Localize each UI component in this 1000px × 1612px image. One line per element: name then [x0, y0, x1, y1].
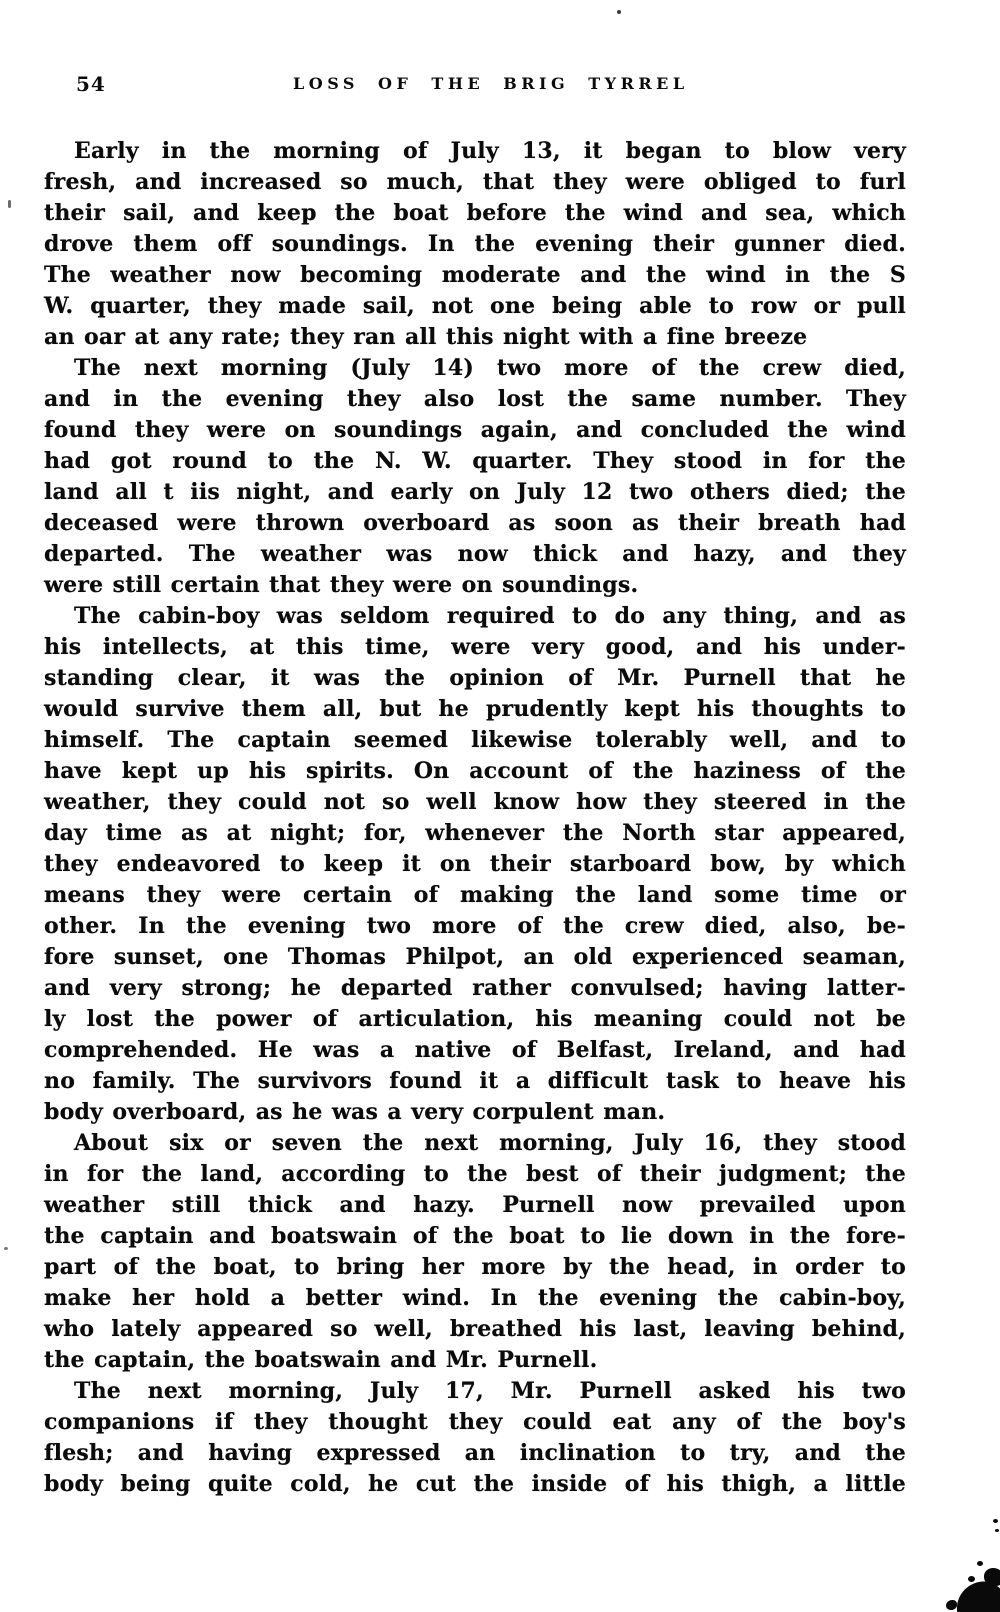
text-line: no family. The survivors found it a difficult task to heave his [44, 1068, 906, 1094]
text-line: drove them off soundings. In the evening their gunner died. [44, 231, 906, 257]
text-line: himself. The captain seemed likewise tolerably well, and to [44, 727, 906, 753]
text-line: day time as at night; for, whenever the North star appeared, [44, 820, 906, 846]
text-line: standing clear, it was the opinion of Mr. Purnell that he [44, 665, 906, 691]
text-line: body overboard, as he was a very corpulent man. [44, 1099, 666, 1125]
text-line: were still certain that they were on soundings. [44, 572, 639, 598]
text-line: departed. The weather was now thick and hazy, and they [44, 541, 906, 567]
text-line: other. In the evening two more of the crew died, also, be- [44, 913, 906, 939]
text-line: part of the boat, to bring her more by the head, in order to [44, 1254, 906, 1280]
text-line: in for the land, according to the best of their judgment; the [44, 1161, 906, 1187]
ink-speck [995, 1529, 999, 1532]
text-line: have kept up his spirits. On account of the haziness of the [44, 758, 906, 784]
page-number: 54 [76, 72, 106, 96]
text-line: fresh, and increased so much, that they were obliged to furl [44, 169, 906, 195]
text-column [44, 136, 906, 1500]
text-line: his intellects, at this time, were very good, and his under- [44, 634, 906, 660]
text-line: ly lost the power of articulation, his meaning could not be [44, 1006, 906, 1032]
running-title: LOSS OF THE BRIG TYRREL [293, 74, 689, 93]
ink-blot [984, 1568, 1000, 1586]
ink-speck [993, 1519, 998, 1523]
text-line: The cabin-boy was seldom required to do any thing, and as [74, 603, 906, 629]
text-line: deceased were thrown overboard as soon as their breath had [44, 510, 906, 536]
ink-splatter [977, 1561, 983, 1566]
text-line: the captain, the boatswain and Mr. Purnell. [44, 1347, 598, 1373]
text-line: The weather now becoming moderate and the wind in the S [44, 262, 906, 288]
text-line: their sail, and keep the boat before the wind and sea, which [44, 200, 906, 226]
text-line: land all t iis night, and early on July 12 two others died; the [44, 479, 906, 505]
ink-speck [617, 10, 621, 14]
text-line: About six or seven the next morning, July 16, they stood [74, 1130, 906, 1156]
ink-splatter [946, 1600, 957, 1610]
text-line: W. quarter, they made sail, not one being able to row or pull [44, 293, 906, 319]
text-line: and very strong; he departed rather convulsed; having latter- [44, 975, 906, 1001]
text-line: weather, they could not so well know how they steered in the [44, 789, 906, 815]
text-line: who lately appeared so well, breathed his last, leaving behind, [44, 1316, 906, 1342]
ink-splatter [968, 1576, 975, 1582]
text-line: weather still thick and hazy. Purnell now prevailed upon [44, 1192, 906, 1218]
text-line: Early in the morning of July 13, it began to blow very [74, 138, 906, 164]
page-header [44, 72, 906, 100]
text-line: The next morning (July 14) two more of the crew died, [74, 355, 906, 381]
ink-speck [8, 200, 11, 208]
text-line: comprehended. He was a native of Belfast, Ireland, and had [44, 1037, 906, 1063]
text-line: and in the evening they also lost the same number. They [44, 386, 906, 412]
text-line: had got round to the N. W. quarter. They stood in for the [44, 448, 906, 474]
text-line: would survive them all, but he prudently kept his thoughts to [44, 696, 906, 722]
text-line: the captain and boatswain of the boat to lie down in the fore- [44, 1223, 906, 1249]
text-line: body being quite cold, he cut the inside of his thigh, a little [44, 1471, 906, 1497]
text-line: fore sunset, one Thomas Philpot, an old experienced seaman, [44, 944, 906, 970]
text-line: make her hold a better wind. In the evening the cabin-boy, [44, 1285, 906, 1311]
text-line: they endeavored to keep it on their starboard bow, by which [44, 851, 906, 877]
text-line: found they were on soundings again, and concluded the wind [44, 417, 906, 443]
text-line: an oar at any rate; they ran all this night with a fine breeze [44, 324, 808, 350]
text-line: flesh; and having expressed an inclination to try, and the [44, 1440, 906, 1466]
text-line: means they were certain of making the land some time or [44, 882, 906, 908]
text-line: The next morning, July 17, Mr. Purnell asked his two [74, 1378, 906, 1404]
text-line: companions if they thought they could eat any of the boy's [44, 1409, 906, 1435]
ink-speck [4, 1247, 8, 1250]
